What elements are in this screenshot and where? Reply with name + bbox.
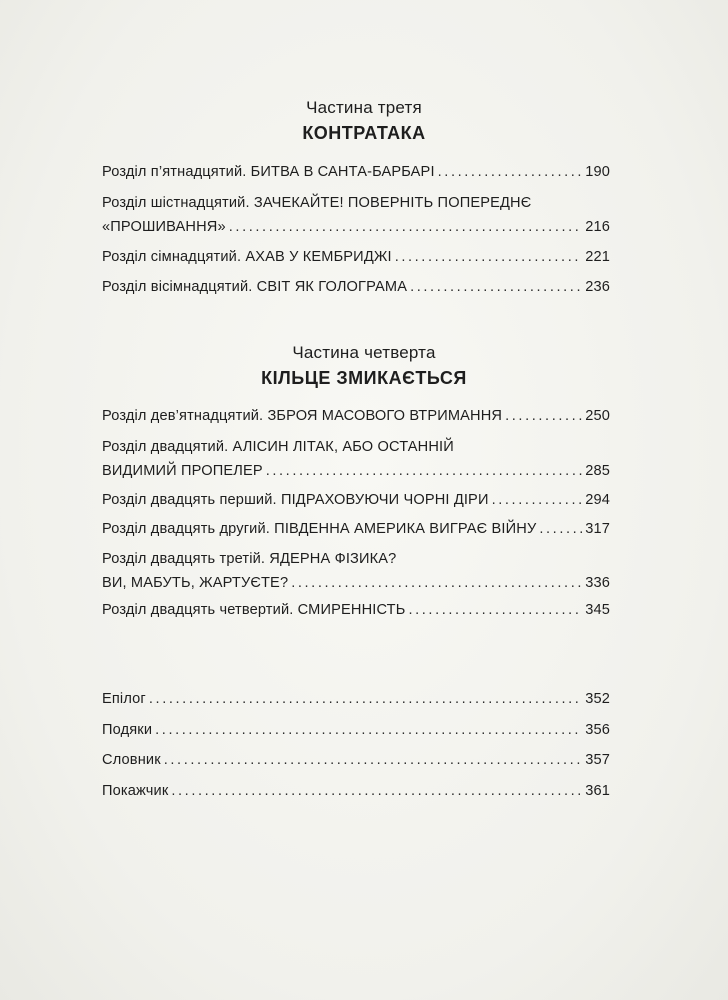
toc-entry-page: 294 bbox=[585, 492, 610, 508]
dot-leader bbox=[410, 277, 582, 298]
toc-entry[interactable] bbox=[102, 247, 610, 268]
part-four-title: КІЛЬЦЕ ЗМИКАЄТЬСЯ bbox=[261, 368, 467, 388]
toc-entry[interactable] bbox=[102, 437, 610, 482]
dot-leader bbox=[408, 600, 582, 621]
part-four-heading bbox=[0, 343, 728, 389]
toc-entry-title: Розділ двадцять четвертий. СМИРЕННІСТЬ bbox=[102, 602, 406, 618]
toc-entry[interactable] bbox=[102, 162, 610, 183]
toc-entry-title-continued: ВИДИМИЙ ПРОПЕЛЕР bbox=[102, 463, 263, 479]
toc-entry-page: 250 bbox=[585, 408, 610, 424]
toc-entry[interactable] bbox=[102, 549, 610, 594]
toc-entry-page: 221 bbox=[585, 249, 610, 265]
toc-entry[interactable] bbox=[102, 490, 610, 511]
dot-leader bbox=[395, 247, 583, 268]
toc-entry[interactable] bbox=[102, 277, 610, 298]
toc-entry-page: 345 bbox=[585, 602, 610, 618]
toc-entry[interactable] bbox=[102, 406, 610, 427]
toc-entry-title: Епілог bbox=[102, 691, 146, 707]
toc-entry-page: 361 bbox=[585, 783, 610, 799]
toc-entry-title-continued: «ПРОШИВАННЯ» bbox=[102, 219, 226, 235]
dot-leader bbox=[266, 461, 582, 482]
part-three-heading bbox=[0, 98, 728, 144]
toc-entry-title: Розділ двадцятий. АЛІСИН ЛІТАК, АБО ОСТАННІЙ bbox=[102, 439, 454, 455]
part-three-title: КОНТРАТАКА bbox=[302, 123, 426, 143]
toc-entry-title: Розділ двадцять третій. ЯДЕРНА ФІЗИКА? bbox=[102, 551, 397, 567]
toc-entry-page: 216 bbox=[585, 219, 610, 235]
toc-entry-title: Розділ дев’ятнадцятий. ЗБРОЯ МАСОВОГО ВТРИМАННЯ bbox=[102, 408, 503, 424]
toc-entry[interactable] bbox=[102, 750, 610, 771]
toc-entry-page: 285 bbox=[585, 463, 610, 479]
toc-entry-page: 317 bbox=[585, 521, 610, 537]
toc-entry-title: Розділ вісімнадцятий. СВІТ ЯК ГОЛОГРАМА bbox=[102, 279, 408, 295]
toc-entry-title: Покажчик bbox=[102, 783, 169, 799]
dot-leader bbox=[291, 573, 582, 594]
toc-entry-title-continued: ВИ, МАБУТЬ, ЖАРТУЄТЕ? bbox=[102, 575, 289, 591]
toc-entry-title: Розділ сімнадцятий. АХАВ У КЕМБРИДЖІ bbox=[102, 249, 392, 265]
dot-leader bbox=[539, 519, 582, 540]
toc-entry[interactable] bbox=[102, 720, 610, 741]
dot-leader bbox=[229, 217, 582, 238]
dot-leader bbox=[171, 781, 582, 802]
toc-entry[interactable] bbox=[102, 193, 610, 238]
toc-entry-title: Розділ шістнадцятий. ЗАЧЕКАЙТЕ! ПОВЕРНІТЬ ПОПЕРЕДНЄ bbox=[102, 195, 532, 211]
toc-entry-page: 336 bbox=[585, 575, 610, 591]
toc-entry[interactable] bbox=[102, 519, 610, 540]
toc-entry-page: 356 bbox=[585, 722, 610, 738]
toc-entry[interactable] bbox=[102, 689, 610, 710]
toc-entry-page: 236 bbox=[585, 279, 610, 295]
toc-entry-title: Розділ двадцять перший. ПІДРАХОВУЮЧИ ЧОРНІ ДІРИ bbox=[102, 492, 489, 508]
toc-entry[interactable] bbox=[102, 781, 610, 802]
toc-entry-title: Розділ двадцять другий. ПІВДЕННА АМЕРИКА ВИГРАЄ ВІЙНУ bbox=[102, 521, 537, 537]
toc-entry-title: Словник bbox=[102, 752, 161, 768]
dot-leader bbox=[505, 406, 582, 427]
dot-leader bbox=[149, 689, 582, 710]
toc-entry-title: Розділ п’ятнадцятий. БИТВА В САНТА-БАРБАРІ bbox=[102, 164, 435, 180]
dot-leader bbox=[155, 720, 582, 741]
toc-entry-title: Подяки bbox=[102, 722, 153, 738]
part-four-label: Частина четверта bbox=[292, 343, 436, 362]
dot-leader bbox=[164, 750, 582, 771]
dot-leader bbox=[492, 490, 583, 511]
toc-entry-page: 352 bbox=[585, 691, 610, 707]
toc-entry-page: 357 bbox=[585, 752, 610, 768]
toc-entry[interactable] bbox=[102, 600, 610, 621]
dot-leader bbox=[438, 162, 583, 183]
part-three-label: Частина третя bbox=[306, 98, 422, 117]
toc-entry-page: 190 bbox=[585, 164, 610, 180]
